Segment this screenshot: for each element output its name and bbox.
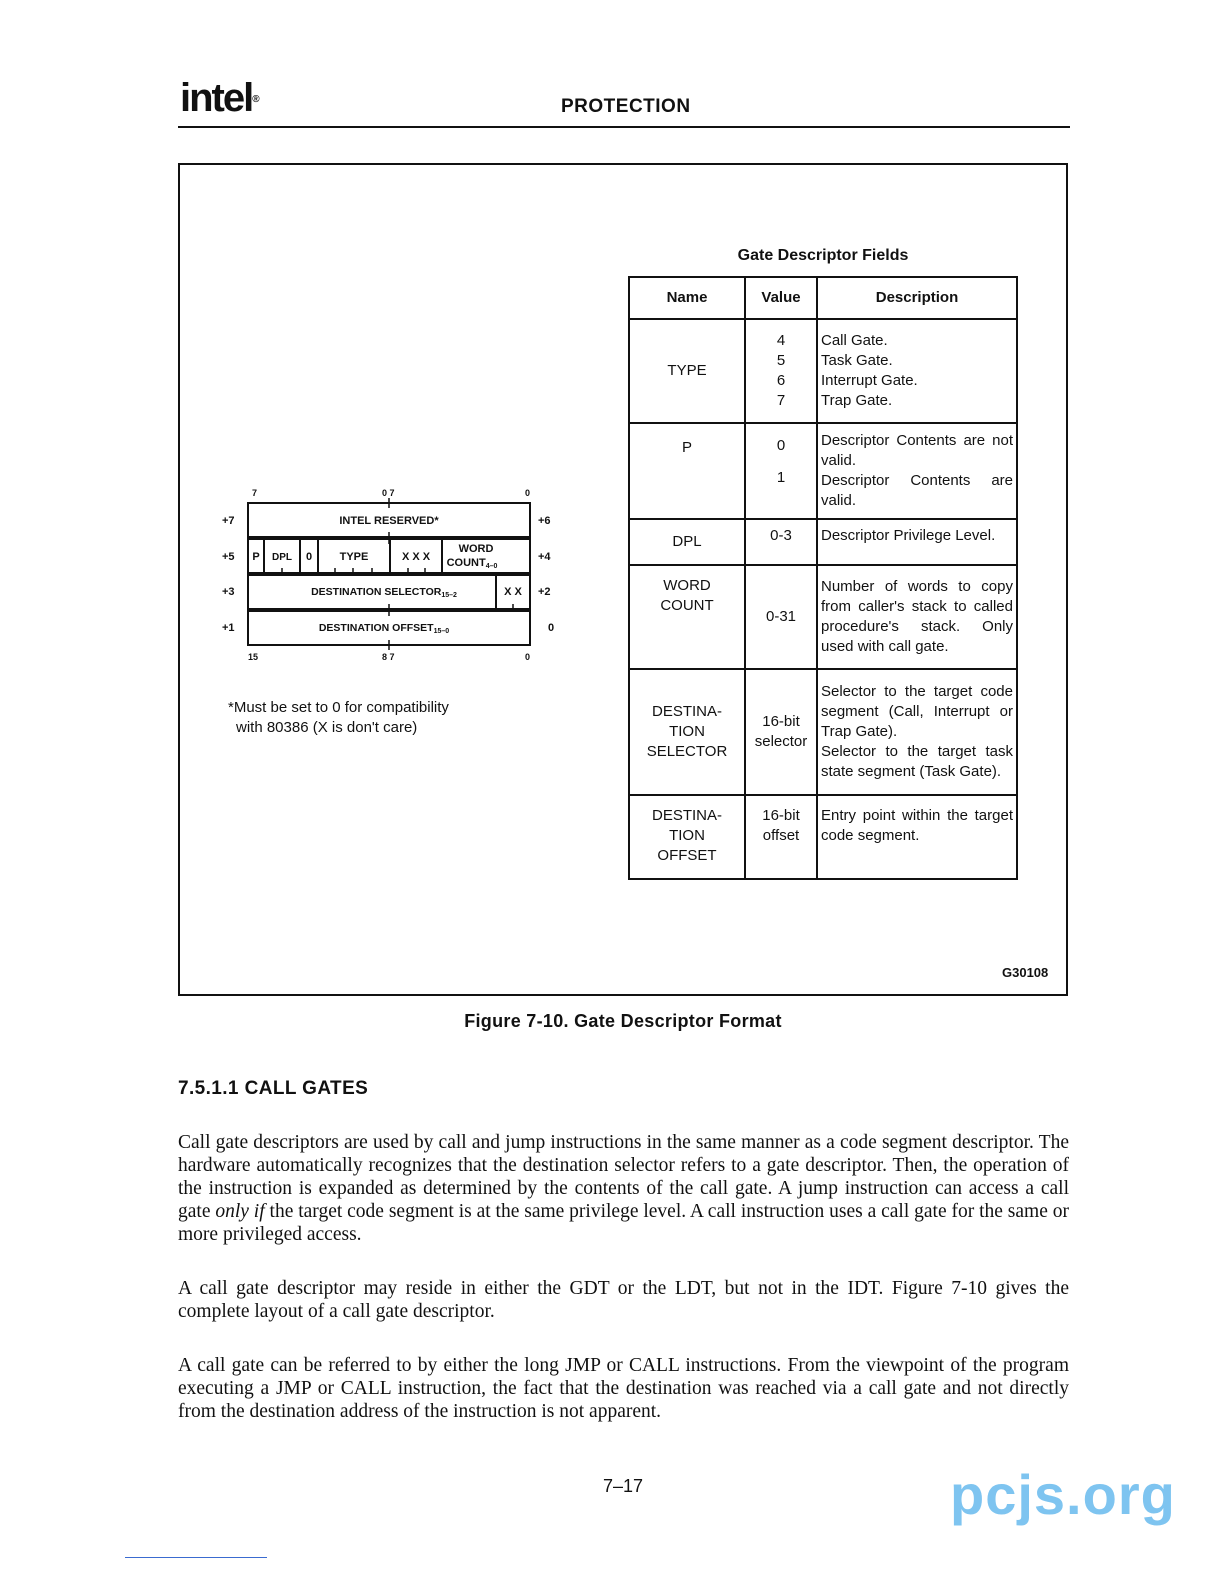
table-row bbox=[629, 319, 1017, 423]
name-line: COUNT bbox=[660, 597, 714, 614]
description-line: Descriptor Contents are valid. bbox=[821, 472, 1013, 509]
watermark: pcjs.org bbox=[950, 1463, 1176, 1526]
bit-label: 0 bbox=[525, 488, 531, 498]
value-line: 1 bbox=[776, 469, 786, 486]
dest-offset-subscript: 15–0 bbox=[433, 628, 450, 635]
name-cell bbox=[629, 669, 745, 795]
value-cell bbox=[745, 319, 817, 423]
registered-mark: ® bbox=[252, 94, 260, 105]
description-line: Task Gate. bbox=[821, 352, 893, 369]
name-cell bbox=[629, 423, 745, 519]
name-line: TION bbox=[669, 827, 705, 844]
value-line: 16-bit bbox=[762, 713, 800, 730]
bit-label: 7 bbox=[252, 488, 258, 498]
value-cell bbox=[745, 565, 817, 669]
offset-label: +7 bbox=[222, 515, 235, 527]
name-line: P bbox=[681, 439, 692, 456]
intel-logo bbox=[180, 78, 260, 118]
value-cell bbox=[745, 795, 817, 879]
table-row bbox=[629, 795, 1017, 879]
table-header-row bbox=[629, 277, 1017, 319]
value-cell bbox=[745, 423, 817, 519]
word-count-field: WORD bbox=[458, 543, 494, 555]
section-title: PROTECTION bbox=[561, 96, 691, 117]
bit-label: 0 bbox=[525, 652, 531, 662]
footer-line bbox=[125, 1557, 267, 1558]
value-cell bbox=[745, 519, 817, 565]
value-line: 16-bit bbox=[762, 807, 800, 824]
note-line: with 80386 (X is don't care) bbox=[236, 719, 418, 736]
name-cell bbox=[629, 319, 745, 423]
page-number: 7–17 bbox=[602, 1476, 644, 1496]
table-body bbox=[629, 319, 1017, 879]
emphasis-text: only if bbox=[215, 1201, 265, 1222]
value-line: 4 bbox=[776, 332, 786, 349]
count-subscript: 4–0 bbox=[485, 563, 498, 570]
table-row bbox=[629, 669, 1017, 795]
value-line: 0-3 bbox=[770, 527, 792, 544]
name-cell bbox=[629, 565, 745, 669]
name-line: OFFSET bbox=[657, 847, 717, 864]
description-cell bbox=[817, 795, 1017, 879]
column-header: Value bbox=[745, 277, 817, 319]
figure-caption: Figure 7-10. Gate Descriptor Format bbox=[464, 1011, 782, 1031]
bit-label: 8 7 bbox=[382, 652, 395, 662]
offset-label: +2 bbox=[538, 586, 551, 598]
paragraph bbox=[178, 1131, 1069, 1246]
table-row bbox=[629, 565, 1017, 669]
name-line: TYPE bbox=[667, 362, 707, 379]
offset-label: +1 bbox=[222, 622, 235, 634]
offset-label: +4 bbox=[538, 551, 551, 563]
paragraph: A call gate descriptor may reside in either the GDT or the LDT, but not in the IDT. Figure 7-10 gives the complete layout of a call gate descriptor. bbox=[178, 1278, 1069, 1322]
value-line: 0-31 bbox=[765, 608, 797, 625]
name-line: TION bbox=[669, 723, 705, 740]
name-line: SELECTOR bbox=[646, 743, 728, 760]
offset-label: +6 bbox=[538, 515, 551, 527]
description-cell bbox=[817, 669, 1017, 795]
value-line: 5 bbox=[776, 352, 786, 369]
gate-descriptor-diagram bbox=[218, 484, 558, 664]
dest-offset-text: DESTINATION OFFSET bbox=[318, 622, 434, 634]
logo-text: intel bbox=[180, 76, 253, 120]
value-cell bbox=[745, 669, 817, 795]
word-count-field bbox=[447, 557, 498, 570]
paragraph-text: the target code segment is at the same privilege level. A call instruction uses a call gate for the same or more privileged access. bbox=[178, 1201, 1069, 1245]
description-line: Selector to the target task state segment (Task Gate). bbox=[821, 743, 1013, 780]
table-title: Gate Descriptor Fields bbox=[737, 247, 909, 264]
p-field: P bbox=[252, 551, 260, 563]
column-header: Name bbox=[629, 277, 745, 319]
name-cell bbox=[629, 519, 745, 565]
figure-id: G30108 bbox=[1002, 965, 1049, 980]
type-field: TYPE bbox=[339, 551, 369, 563]
dest-selector-text: DESTINATION SELECTOR bbox=[311, 586, 442, 598]
name-line: DESTINA- bbox=[651, 807, 722, 824]
value-line: 6 bbox=[776, 372, 786, 389]
header-rule bbox=[178, 126, 1070, 128]
description-line: Entry point within the target code segment. bbox=[821, 807, 1013, 844]
description-cell bbox=[817, 319, 1017, 423]
value-line: 0 bbox=[776, 437, 786, 454]
table-row bbox=[629, 519, 1017, 565]
description-line: Descriptor Privilege Level. bbox=[821, 527, 996, 544]
note-line: *Must be set to 0 for compatibility bbox=[228, 699, 449, 716]
compatibility-note bbox=[228, 698, 449, 738]
description-line: Interrupt Gate. bbox=[821, 372, 918, 389]
dest-offset-field bbox=[319, 622, 449, 635]
intel-reserved-label: INTEL RESERVED* bbox=[339, 515, 439, 527]
name-line: WORD bbox=[663, 577, 711, 594]
paragraph: A call gate can be referred to by either the long JMP or CALL instructions. From the viewpoint of the program executing a JMP or CALL instruction, the fact that the destination was reached via a call gate and not directly from the destination address of the instruction is not apparent. bbox=[178, 1355, 1069, 1422]
dont-care-field: X X X bbox=[401, 551, 431, 563]
value-line: offset bbox=[762, 827, 800, 844]
offset-label: +3 bbox=[222, 586, 235, 598]
description-line: Selector to the target code segment (Call, Interrupt or Trap Gate). bbox=[821, 683, 1013, 740]
dont-care-field: X X bbox=[504, 586, 522, 598]
offset-label: 0 bbox=[548, 622, 555, 634]
dest-selector-field bbox=[311, 586, 457, 599]
name-cell bbox=[629, 795, 745, 879]
section-heading: 7.5.1.1 CALL GATES bbox=[178, 1078, 369, 1099]
description-cell bbox=[817, 423, 1017, 519]
value-line: 7 bbox=[776, 392, 786, 409]
gate-fields-table bbox=[628, 276, 1018, 880]
zero-field: 0 bbox=[305, 551, 313, 563]
paragraph-text: Call gate descriptors are used by call and jump instructions in the same manner as a code segment descriptor. The hardware automatically recognizes that the destination selector refers to a gate descriptor. Then, the operation of the instruction is expanded as determined by the contents of the call gate. A jump instruction can access a call gate bbox=[178, 1132, 1069, 1222]
description-line: Descriptor Contents are not valid. bbox=[821, 432, 1013, 469]
bit-label: 0 7 bbox=[382, 488, 395, 498]
description-line: Number of words to copy from caller's stack to called procedure's stack. Only used with call gate. bbox=[821, 578, 1013, 655]
name-line: DPL bbox=[672, 533, 702, 550]
description-cell bbox=[817, 519, 1017, 565]
table-row bbox=[629, 423, 1017, 519]
offset-label: +5 bbox=[222, 551, 235, 563]
column-header: Description bbox=[817, 277, 1017, 319]
dpl-field: DPL bbox=[272, 552, 292, 563]
description-line: Call Gate. bbox=[821, 332, 888, 349]
description-line: Trap Gate. bbox=[821, 392, 893, 409]
count-text: COUNT bbox=[446, 557, 486, 569]
name-line: DESTINA- bbox=[651, 703, 722, 720]
value-line: selector bbox=[754, 733, 808, 750]
bit-label: 15 bbox=[248, 652, 259, 662]
description-cell bbox=[817, 565, 1017, 669]
dest-selector-subscript: 15–2 bbox=[441, 592, 457, 599]
